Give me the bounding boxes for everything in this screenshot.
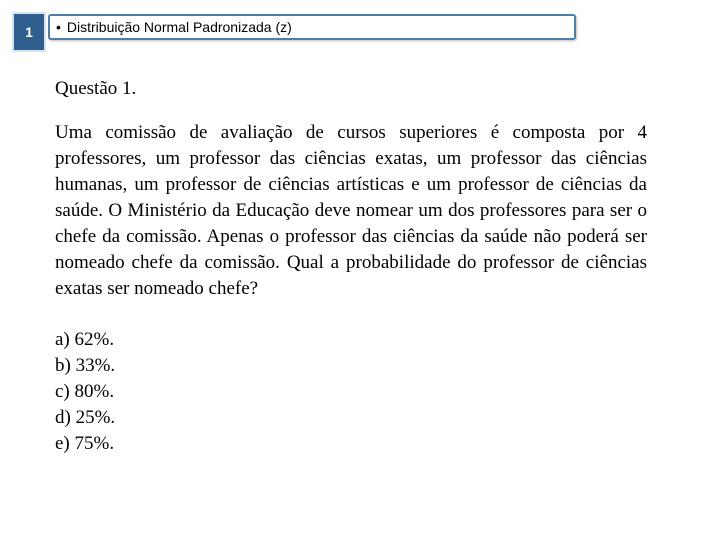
slide-number: 1 bbox=[25, 24, 33, 40]
option-a: a) 62%. bbox=[55, 329, 115, 350]
slide-number-badge bbox=[12, 12, 46, 52]
question-title: Questão 1. bbox=[55, 78, 137, 99]
option-b: b) 33%. bbox=[55, 355, 116, 376]
option-e: e) 75%. bbox=[55, 433, 115, 454]
question-content bbox=[55, 76, 647, 457]
question-text: Uma comissão de avaliação de cursos superiores é composta por 4 professores, um professor das ciências exatas, um professor das ciências humanas, um professor de ciências artísticas e um professor de ciências da saúde. O Ministério da Educação deve nomear um dos professores para ser o chefe da comissão. Apenas o professor das ciências da saúde não poderá ser nomeado chefe da comissão. Qual a probabilidade do professor de ciências exatas ser nomeado chefe? bbox=[55, 122, 647, 299]
answer-options bbox=[55, 327, 647, 457]
option-d: d) 25%. bbox=[55, 407, 116, 428]
bullet-icon: • bbox=[56, 19, 61, 35]
header-bar bbox=[48, 14, 576, 40]
option-c: c) 80%. bbox=[55, 381, 115, 402]
header-title: Distribuição Normal Padronizada (z) bbox=[66, 19, 292, 35]
